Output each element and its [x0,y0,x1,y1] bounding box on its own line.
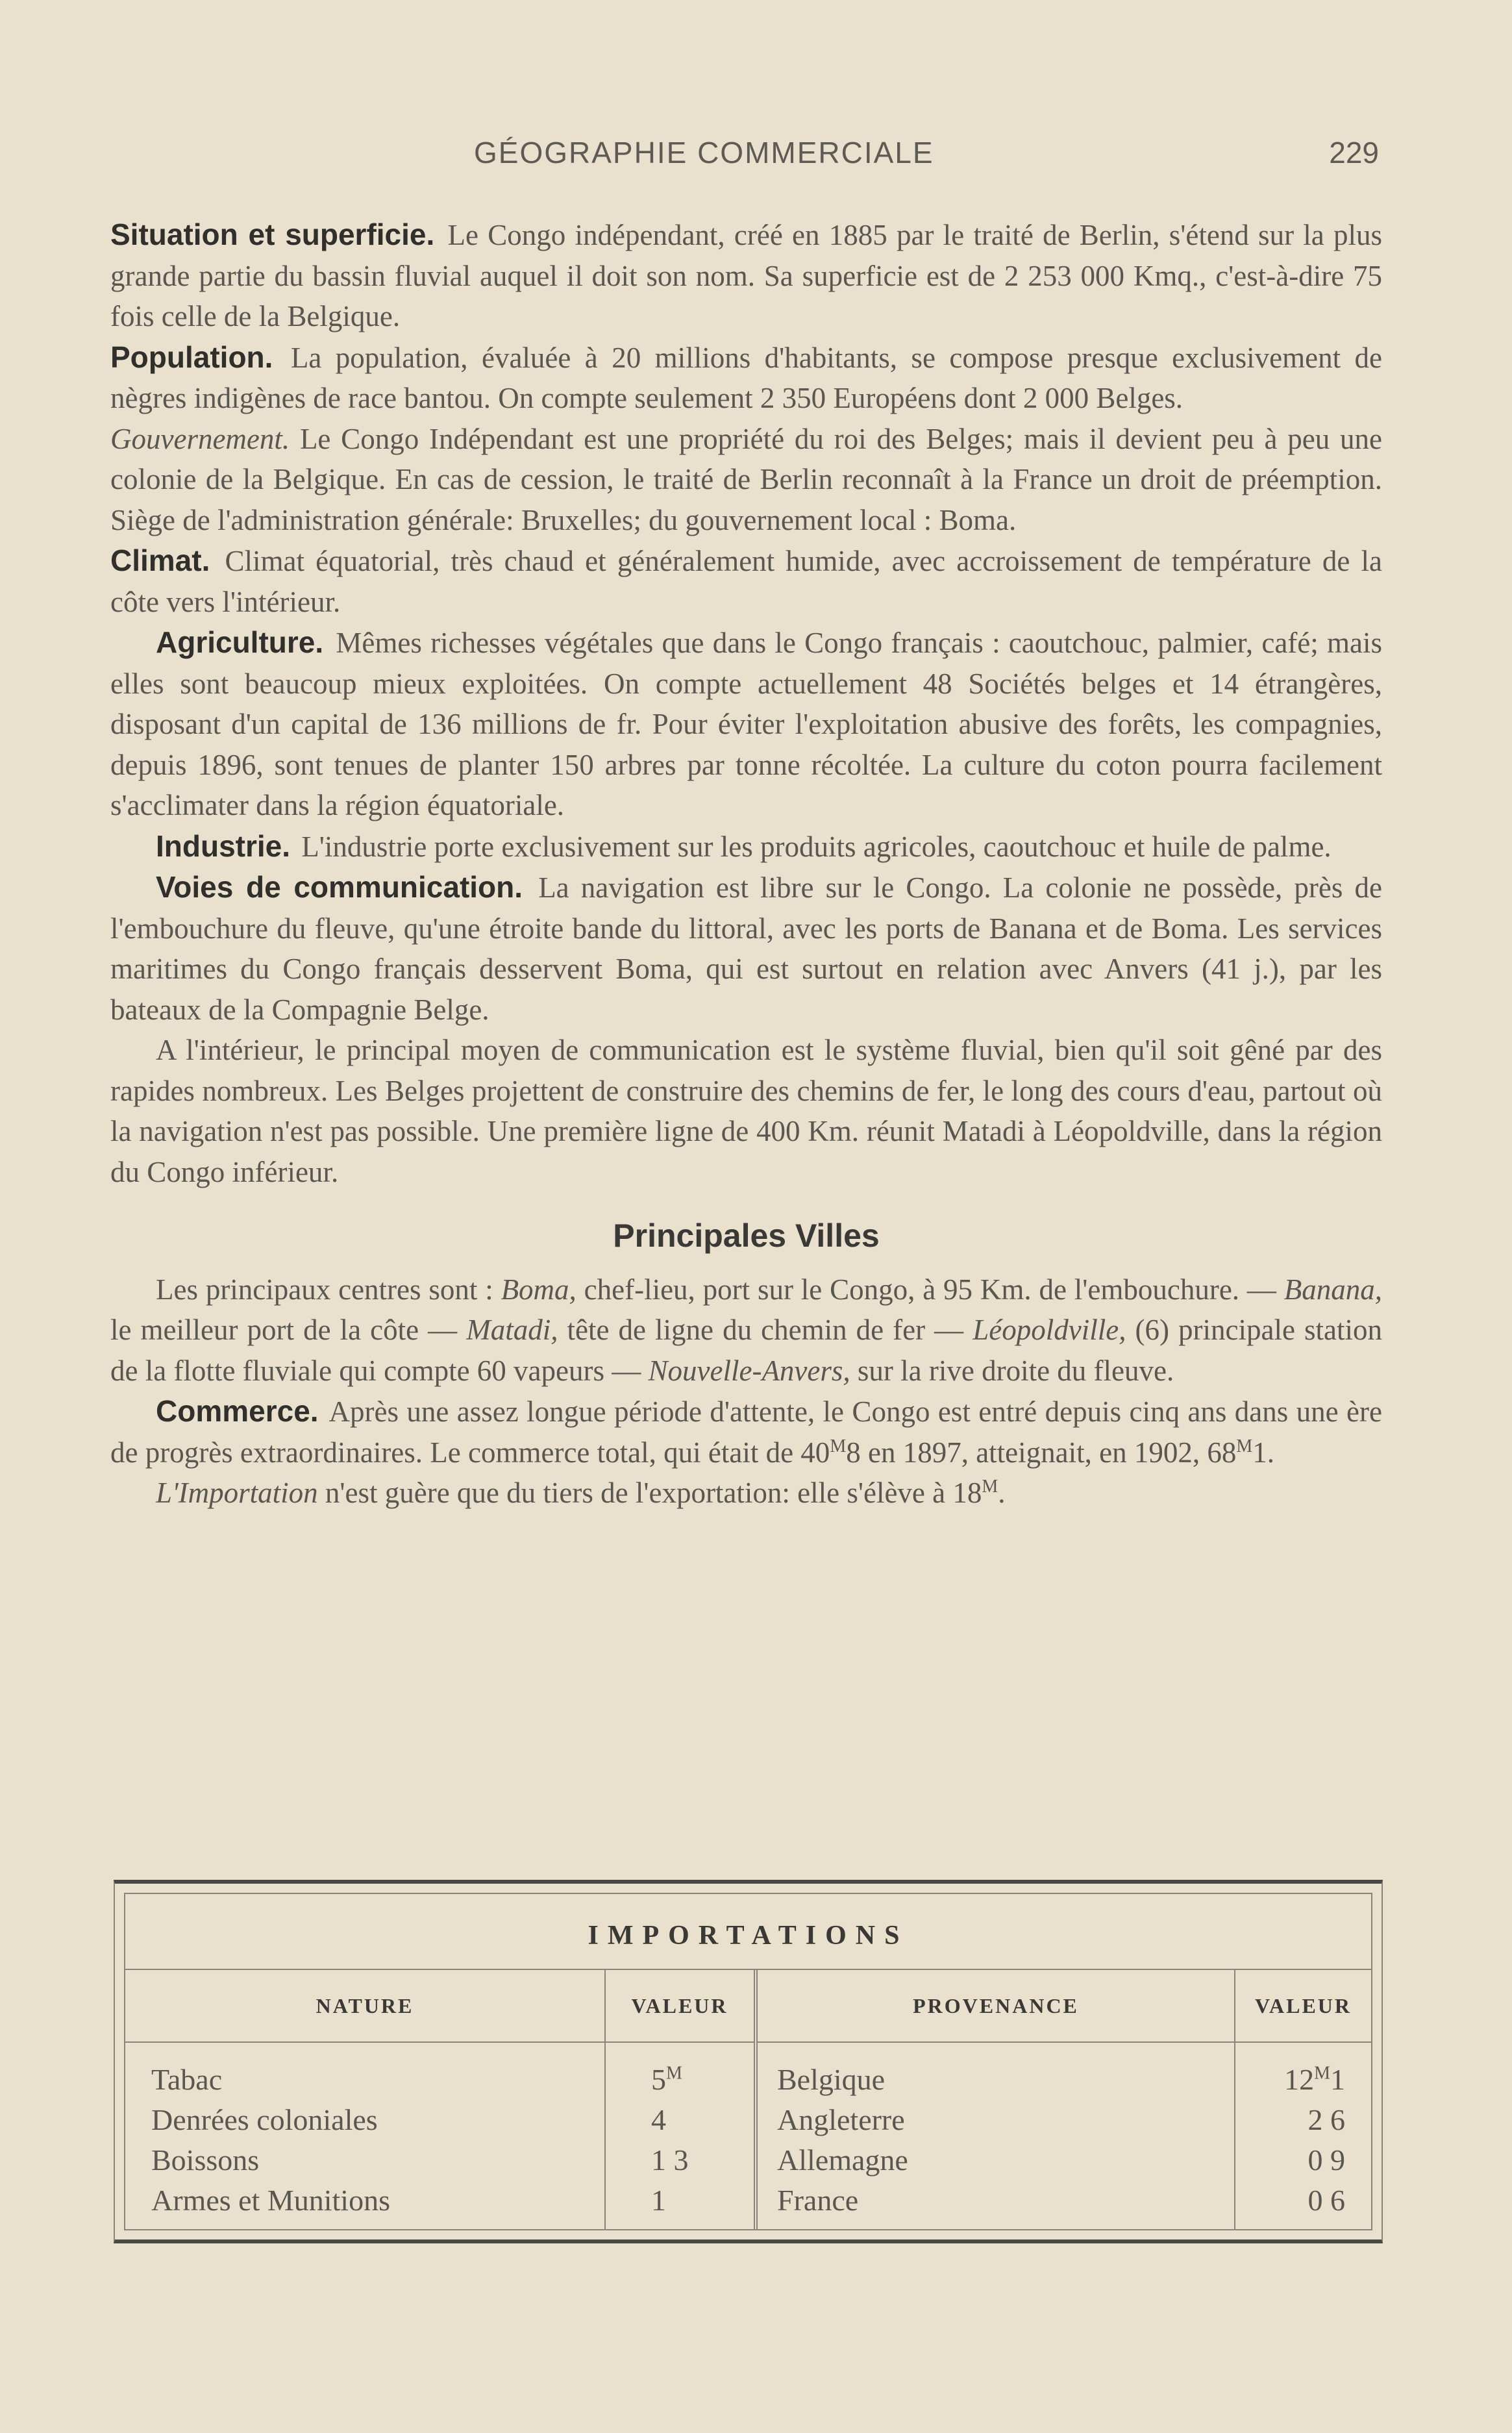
main-text [110,214,1382,1514]
paragraph-gouvernement [110,419,1382,541]
header-nature: NATURE [125,1970,604,2043]
paragraph-importation [110,1473,1382,1514]
nature-cell: Armes et Munitions [151,2184,390,2217]
paragraph-villes [110,1269,1382,1391]
valeur-cell: 1 [651,2184,666,2217]
paragraph-interieur [110,1030,1382,1192]
paragraph-population [110,337,1382,419]
page-number: 229 [1329,136,1379,169]
text-population: La population, évaluée à 20 millions d'habitants, se compose presque exclusivement de nègres indigènes de race bantou. On compte seulement 2 350 Européens dont 2 000 Belges. [110,341,1383,414]
importations-table [114,1880,1383,2243]
text-voies: La navigation est libre sur le Congo. La colonie ne possède, près de l'embouchure du fleuve, qu'une étroite bande du littoral, avec les ports de Banana et de Boma. Les services maritimes du Congo français desservent Boma, qui est surtout en relation avec Anvers (41 j.), par les bateaux de la Compagnie Belge. [110,871,1383,1026]
text-interieur: A l'intérieur, le principal moyen de communication est le système fluvial, bien qu'il soit gêné par des rapides nombreux. Les Belges projettent de construire des chemins de fer, le long des cours d'eau, partout où la navigation n'est pas possible. Une première ligne de 400 Km. réunit Matadi à Léopoldville, dans la région du Congo inférieur. [110,1034,1382,1188]
table-frame [124,1893,1372,2230]
paragraph-industrie [110,826,1382,867]
villes-text-1: Les principaux centres sont : [156,1273,501,1306]
column-valeur-import [604,1970,754,2229]
provenance-cell: Angleterre [777,2103,905,2136]
heading-agriculture: Agriculture. [156,625,324,659]
valeur2-cell [1235,2060,1345,2100]
provenance-cell: France [777,2184,859,2217]
text-climat: Climat équatorial, très chaud et généralement humide, avec accroissement de température de la côte vers l'intérieur. [110,545,1382,618]
text-situation: Le Congo indépendant, créé en 1885 par le traité de Berlin, s'étend sur la plus grande partie du bassin fluvial auquel il doit son nom. Sa superficie est de 2 253 000 Kmq., c'est-à-dire 75 fois celle de la Belgique. [110,219,1383,332]
city-nouvelle-anvers: Nouvelle-Anvers, [648,1354,850,1387]
column-nature [125,1970,604,2229]
valeur2-cell: 0 9 [1308,2143,1345,2177]
nature-cell: Denrées coloniales [151,2103,378,2136]
commerce-text-2: 8 en 1897, atteignait, en 1902, 68 [846,1436,1237,1469]
header-valeur-import: VALEUR [606,1970,754,2043]
header-title: GÉOGRAPHIE COMMERCIALE [474,136,934,169]
text-industrie: L'industrie porte exclusivement sur les produits agricoles, caoutchouc et huile de palme. [301,830,1332,863]
provenance-cell: Belgique [777,2063,886,2096]
valeur2-cell: 0 6 [1308,2184,1345,2217]
paragraph-situation [110,214,1382,337]
heading-voies: Voies de communication. [156,870,523,904]
provenance-cell: Allemagne [777,2143,908,2177]
header-provenance: PROVENANCE [758,1970,1234,2043]
paragraph-climat [110,540,1382,622]
table-columns [125,1969,1371,2229]
valeur-unit: M [666,2063,682,2084]
valeur2-unit: M [1314,2063,1330,2084]
villes-text-6: sur la rive droite du fleuve. [850,1354,1174,1387]
commerce-sup-1: M [830,1436,847,1456]
valeur-cell [651,2060,754,2100]
paragraph-agriculture [110,622,1382,826]
heading-industrie: Industrie. [156,829,291,863]
column-provenance [754,1970,1234,2229]
importation-italic: L'Importation [156,1477,318,1509]
commerce-text-1: Après une assez longue période d'attente, le Congo est entré depuis cinq ans dans une ère de progrès extraordinaires. Le commerce total, qui était de 40 [110,1395,1382,1469]
header-valeur-provenance: VALEUR [1235,1970,1371,2043]
table-title: IMPORTATIONS [588,1921,909,1951]
city-banana: Banana, [1283,1273,1382,1306]
heading-climat: Climat. [110,543,210,577]
body-provenance [758,2043,1234,2221]
heading-commerce: Commerce. [156,1394,319,1428]
running-header [110,130,1379,175]
villes-text-4: tête de ligne du chemin de fer — [558,1314,973,1346]
city-matadi: Matadi, [466,1314,558,1346]
paragraph-voies [110,867,1382,1030]
heading-population: Population. [110,340,273,374]
city-leopoldville: Léopoldville, [973,1314,1126,1346]
section-title-villes: Principales Villes [613,1217,880,1254]
body-nature [125,2043,604,2221]
text-gouvernement: Le Congo Indépendant est une propriété du roi des Belges; mais il devient peu à peu une colonie de la Belgique. En cas de cession, le traité de Berlin reconnaît à la France un droit de préemption. Siège de l'administration générale: Bruxelles; du gouvernement local : Boma. [110,422,1382,536]
importation-sup: M [982,1477,998,1497]
valeur-value: 5 [651,2063,666,2096]
city-boma: Boma, [501,1273,576,1306]
villes-text-5: (6) principale station de la flotte fluviale qui compte 60 vapeurs — [110,1314,1382,1387]
commerce-text-3: 1. [1252,1436,1275,1469]
valeur2-suffix: 1 [1330,2063,1345,2096]
commerce-sup-2: M [1236,1436,1253,1456]
body-valeur-provenance [1235,2043,1371,2221]
villes-text-2: chef-lieu, port sur le Congo, à 95 Km. de l'embouchure. — [576,1273,1284,1306]
villes-text-3: le meilleur port de la côte — [110,1314,467,1346]
body-valeur-import [606,2043,754,2221]
importation-text-1: n'est guère que du tiers de l'exportation: elle s'élève à 18 [317,1477,982,1509]
paragraph-commerce [110,1391,1382,1473]
valeur-cell: 1 3 [651,2143,689,2177]
column-valeur-provenance [1234,1970,1371,2229]
nature-cell: Boissons [151,2143,260,2177]
nature-cell: Tabac [151,2063,223,2096]
valeur-cell: 4 [651,2103,666,2136]
valeur2-value: 12 [1284,2063,1315,2096]
valeur2-cell: 2 6 [1308,2103,1345,2136]
heading-gouvernement: Gouvernement. [110,422,290,455]
importation-text-2: . [998,1477,1006,1509]
text-agriculture: Mêmes richesses végétales que dans le Congo français : caoutchouc, palmier, café; mais elles sont beaucoup mieux exploitées. On compte actuellement 48 Sociétés belges et 14 étrangères, disposant d'un capital de 136 millions de fr. Pour éviter l'exploitation abusive des forêts, les compagnies, depuis 1896, sont tenues de planter 150 arbres par tonne récoltée. La culture du coton pourra facilement s'acclimater dans la région équatoriale. [110,627,1382,821]
heading-situation: Situation et superficie. [110,218,435,251]
